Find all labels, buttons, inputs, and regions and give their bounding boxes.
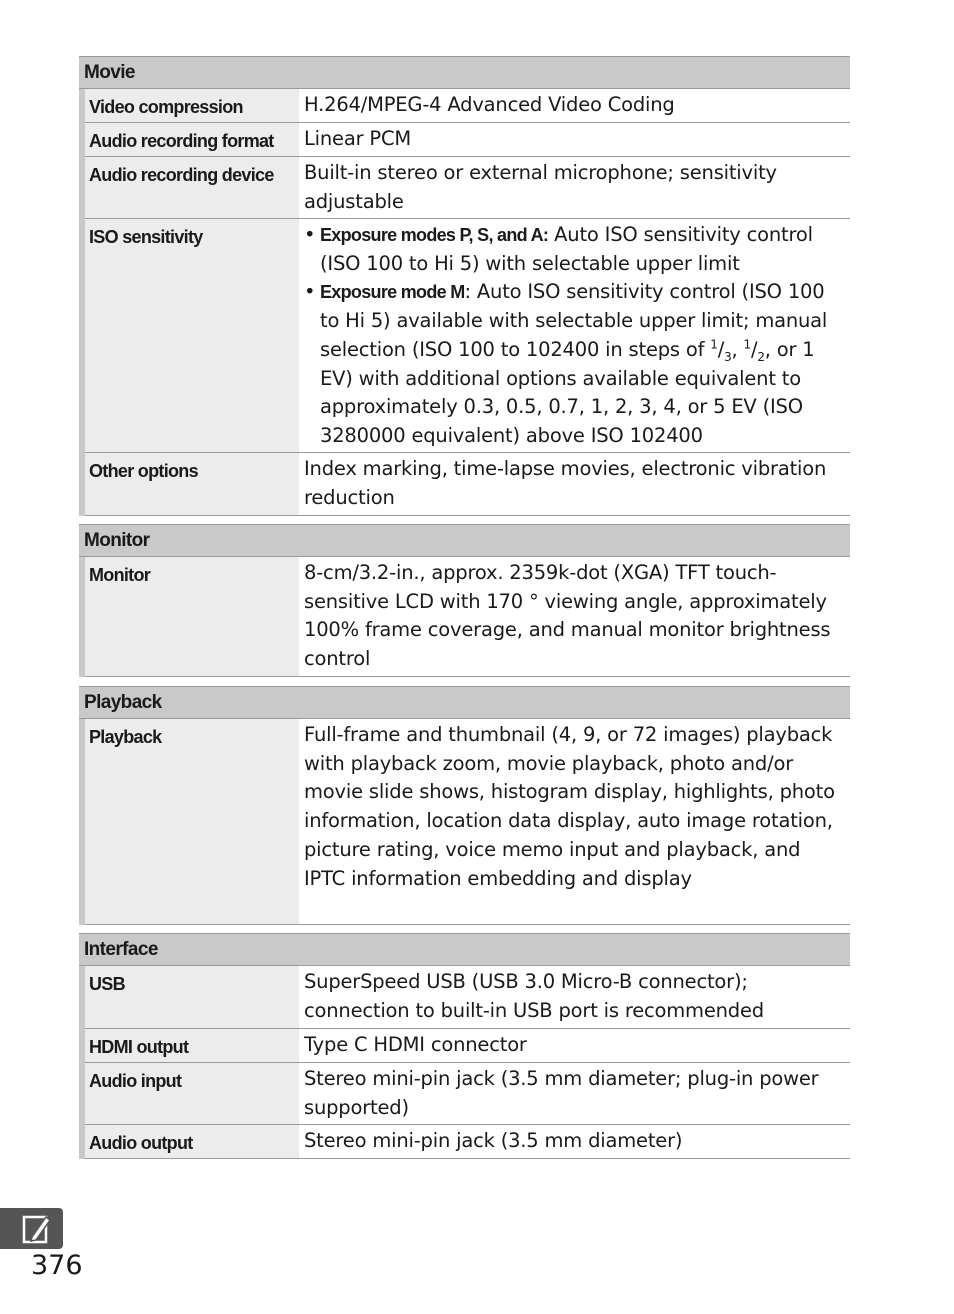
row-label: Video compression [85,89,299,122]
row-playback [85,719,850,925]
row-label: HDMI output [85,1029,299,1062]
row-label: ISO sensitivity [85,219,299,452]
bullet-lead: Exposure modes P, S, and A: [320,225,549,245]
row-monitor [85,557,850,677]
row-label: Monitor [85,557,299,676]
row-hdmi-output [85,1029,850,1063]
row-audio-device [85,157,850,219]
section-body-interface [79,966,850,1159]
section-interface [79,933,850,1159]
row-value: Linear PCM [304,127,412,150]
row-label: USB [85,966,299,1028]
row-value: 8-cm/3.2-in., approx. 2359k-dot (XGA) TFT touch-sensitive LCD with 170 ° viewing angle, approximately 100% frame coverage, and manual monitor brightness control [304,561,831,671]
fraction-denominator: 2 [757,349,765,364]
row-usb [85,966,850,1029]
fraction-numerator: 1 [743,337,751,352]
row-audio-output [85,1125,850,1159]
section-tab [0,1208,63,1249]
row-value: H.264/MPEG-4 Advanced Video Coding [304,93,675,116]
page-number: 376 [31,1250,83,1281]
iso-bullet-list [304,221,844,451]
row-value: Built-in stereo or external microphone; sensitivity adjustable [304,161,777,213]
row-audio-input [85,1063,850,1125]
row-value [299,219,850,452]
section-body-playback [79,719,850,925]
row-label: Playback [85,719,299,924]
iso-bullet-m: • Exposure mode M: Auto ISO sensitivity control (ISO 100 to Hi 5) available with selectable upper limit; manual selection (ISO 100 to 102400 in steps of $^1/_3$, $^1/_2$, or 1 EV) with additional options available equivalent to approximately 0.3, 0.5, 0.7, 1, 2, 3, 4, or 5 EV (ISO 3280000 equivalent) above ISO 102400 [304,278,844,450]
row-value: Stereo mini-pin jack (3.5 mm diameter) [304,1129,683,1152]
fraction-numerator: 1 [710,337,718,352]
section-title-movie: Movie [79,56,850,89]
row-value: Full-frame and thumbnail (4, 9, or 72 images) playback with playback zoom, movie playback, photo and/or movie slide shows, histogram display, highlights, photo information, location data display, auto image rotation, picture rating, voice memo input and playback, and IPTC information embedding and display [304,723,835,890]
row-label: Audio recording device [85,157,299,218]
section-title-playback: Playback [79,686,850,719]
row-label: Audio input [85,1063,299,1124]
notes-pencil-icon [22,1213,52,1244]
section-body-monitor [79,557,850,677]
section-title-monitor: Monitor [79,524,850,557]
row-value: Index marking, time-lapse movies, electronic vibration reduction [304,457,827,509]
row-value: Type C HDMI connector [304,1033,527,1056]
bullet-text: : Auto ISO sensitivity control (ISO 100 to Hi 5) available with selectable upper limit; manual selection (ISO 100 to 102400 in steps of [320,280,828,361]
bullet-lead: Exposure mode M [320,282,465,303]
section-playback [79,686,850,925]
section-title-interface: Interface [79,933,850,966]
bullet-text: , or 1 EV) with additional options available equivalent to approximately 0.3, 0.5, 0.7, 1, 2, 3, 4, or 5 EV (ISO 3280000 equivalent) above ISO 102400 [320,337,815,447]
row-audio-format [85,123,850,157]
row-other-options [85,453,850,516]
row-iso-sensitivity [85,219,850,453]
bullet-text: Auto ISO sensitivity control (ISO 100 to Hi 5) with selectable upper limit [320,223,813,275]
iso-bullet-psa [304,221,844,278]
row-label: Other options [85,453,299,515]
row-label: Audio output [85,1125,299,1158]
section-monitor [79,524,850,677]
row-value: SuperSpeed USB (USB 3.0 Micro-B connector); connection to built-in USB port is recommended [304,970,764,1022]
fraction-denominator: 3 [724,349,732,364]
section-movie [79,56,850,516]
row-label: Audio recording format [85,123,299,156]
row-video-compression [85,89,850,123]
section-body-movie [79,89,850,516]
fraction-separator: , [731,337,744,361]
row-value: Stereo mini-pin jack (3.5 mm diameter; plug-in power supported) [304,1067,819,1119]
